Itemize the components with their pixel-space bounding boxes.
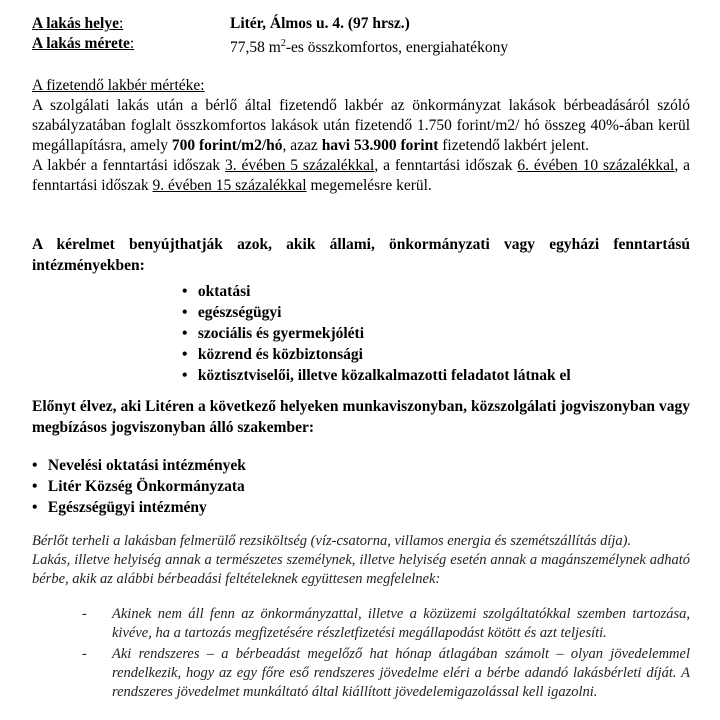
- rent-heading: A fizetendő lakbér mértéke: [32, 77, 201, 94]
- priority-list: [32, 455, 690, 518]
- location-row: [32, 14, 690, 34]
- size-value: 77,58 $m^2-es$ összkomfortos, energiahatékony: [230, 38, 509, 57]
- conditions-paragraph-1: Bérlőt terheli a lakásban felmerülő rezsiköltség (víz-csatorna, villamos energia és szemétszállítás díja).: [32, 533, 632, 549]
- priority-section: [32, 396, 690, 518]
- size-label: A lakás mérete: [32, 35, 130, 52]
- condition-item: - Aki rendszeres – a bérbeadást megelőző hat hónap átlagában számolt – olyan jövedelemmel rendelkezik, hogy az egy főre eső rendszeres jövedelme eléri a bérbe adandó lakásbérleti díját. A rendszeres jövedelmet munkáltató által kiállított jövedelemigazolással kell igazolni.: [82, 646, 690, 700]
- priority-intro: Előnyt élvez, aki Litéren a következő helyeken munkaviszonyban, közszolgálati jogviszonyban vagy megbízásos jogviszonyban álló szakember:: [32, 398, 690, 436]
- list-item: • Egészségügyi intézmény: [32, 499, 207, 516]
- applicants-section: [32, 234, 690, 386]
- applicants-list: [182, 281, 690, 386]
- list-item: • egészségügyi: [182, 304, 282, 321]
- rent-paragraph-2: A lakbér a fenntartási időszak 3. évében 5 százalékkal, a fenntartási időszak 6. évében 10 százalékkal, a fenntartási időszak 9. évében 15 százalékkal megemelésre kerül.: [32, 157, 690, 194]
- applicants-intro: A kérelmet benyújthatják azok, akik állami, önkormányzati vagy egyházi fenntartású intézményekben:: [32, 236, 690, 274]
- list-item: • közrend és közbiztonsági: [182, 346, 363, 363]
- list-item: • oktatási: [182, 283, 251, 300]
- list-item: • köztisztviselői, illetve közalkalmazotti feladatot látnak el: [182, 367, 571, 384]
- size-colon: :: [129, 35, 135, 52]
- rent-paragraph-1: A szolgálati lakás után a bérlő által fizetendő lakbér az önkormányzat lakások bérbeadásáról szóló szabályzatában foglalt összkomfortos lakások után fizetendő 1.750 forint/m2/ hó összeg 40%-ában kerül megállapításra, amely 700 forint/m2/hó, azaz havi 53.900 forint fizetendő lakbért jelent.: [32, 97, 690, 154]
- condition-item: - Akinek nem áll fenn az önkormányzattal, illetve a közüzemi szolgáltatókkal szemben tartozása, kivéve, ha a tartozás megfizetésére részletfizetési megállapodást kötött és azt teljesíti.: [82, 606, 690, 641]
- rent-monthly: havi 53.900 forint: [321, 137, 439, 154]
- list-item: • Litér Község Önkormányzata: [32, 478, 245, 495]
- location-value: Litér, Álmos u. 4. (97 hrsz.): [230, 15, 410, 32]
- rent-section: A fizetendő lakbér mértéke: A szolgálati lakás után a bérlő által fizetendő lakbér az önkormányzat lakások bérbeadásáról szóló szabályzatában foglalt összkomfortos lakások után fizetendő 1.750 forint/m2/ hó összeg 40%-ában kerül megállapításra, amely 700 forint/m2/hó, azaz havi 53.900 forint fizetendő lakbért jelent. A lakbér a fenntartási időszak 3. évében 5 százalékkal, a fenntartási időszak 6. évében 10 százalékkal, a fenntartási időszak 9. évében 15 százalékkal megemelésre kerül.: [32, 77, 690, 194]
- conditions-paragraph-2: Lakás, illetve helyiség annak a természetes személynek, illetve helyiség esetén annak a magánszemélynek adható bérbe, akik az alábbi bérbeadási feltételeknek együttesen megfelelnek:: [32, 552, 690, 587]
- size-row: [32, 34, 690, 58]
- list-item: • Nevelési oktatási intézmények: [32, 457, 246, 474]
- rent-rate: 700 forint/m2/hó: [171, 137, 283, 154]
- location-label: A lakás helye: [32, 15, 119, 32]
- list-item: • szociális és gyermekjóléti: [182, 325, 365, 342]
- property-info: [32, 14, 690, 58]
- conditions-section: [32, 532, 690, 702]
- location-colon: :: [118, 15, 124, 32]
